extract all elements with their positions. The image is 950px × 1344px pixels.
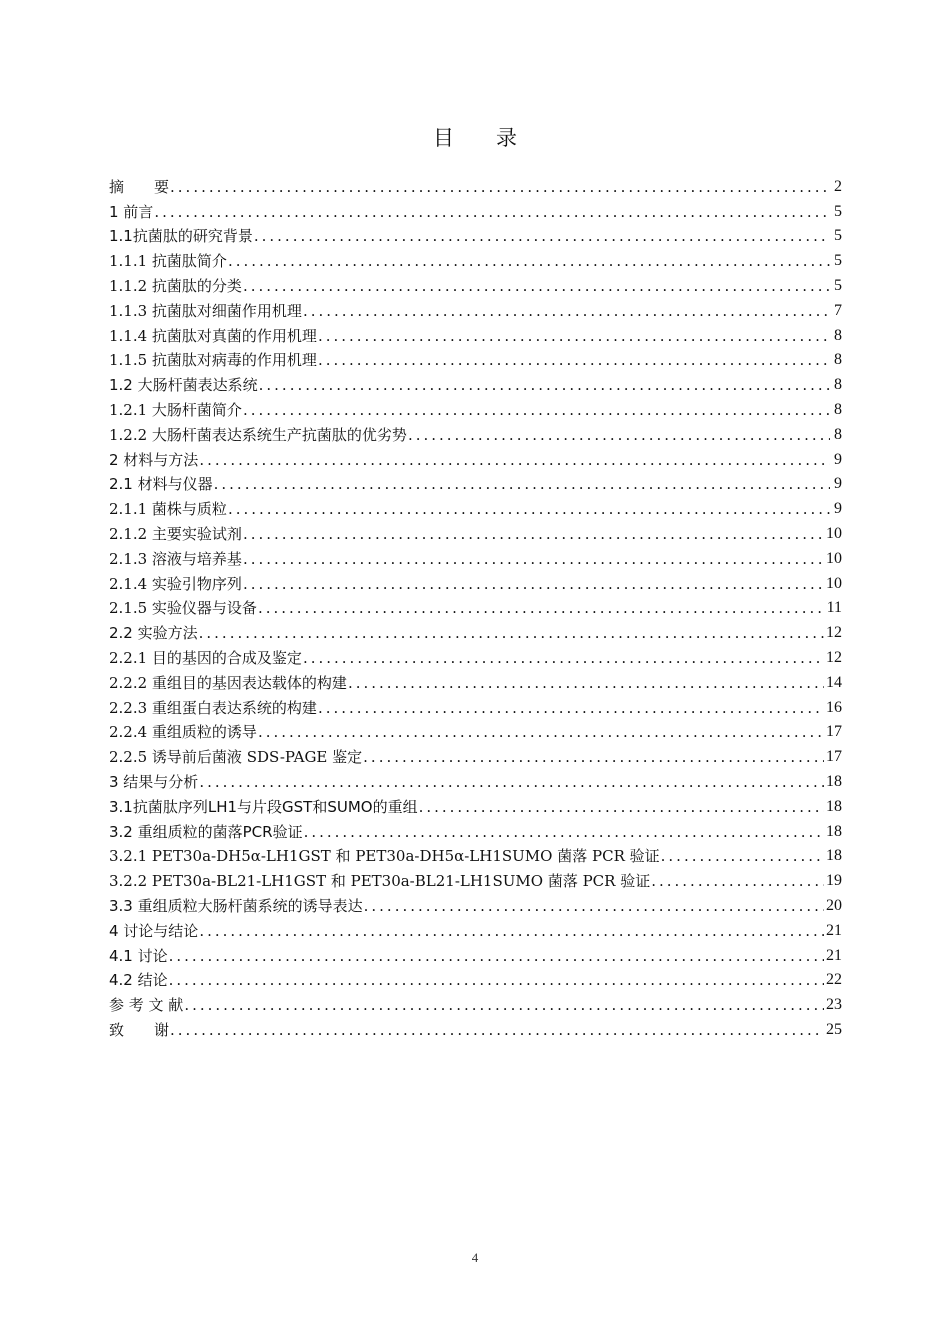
toc-entry-label: 2.1.5 实验仪器与设备 <box>109 599 257 618</box>
toc-entry-page: 21 <box>826 921 842 939</box>
toc-entry-label: 4.1 讨论 <box>109 946 168 965</box>
toc-entry-label: 2.2.5 诱导前后菌液 SDS-PAGE 鉴定 <box>109 748 363 767</box>
toc-entry[interactable] <box>109 420 842 445</box>
toc-entry[interactable] <box>109 916 842 941</box>
toc-dot-leader <box>303 301 830 321</box>
toc-entry[interactable] <box>109 742 842 767</box>
toc-entry-page: 10 <box>826 549 842 567</box>
toc-entry[interactable] <box>109 197 842 222</box>
toc-entry-label: 2.2.1 目的基因的合成及鉴定 <box>109 648 302 667</box>
toc-dot-leader <box>363 747 824 767</box>
page-number: 4 <box>471 1250 479 1265</box>
title-char-1: 目 <box>433 126 454 150</box>
title-char-2: 录 <box>496 126 517 150</box>
toc-entry[interactable] <box>109 842 842 867</box>
toc-entry[interactable] <box>109 569 842 594</box>
toc-entry-page: 9 <box>834 450 842 468</box>
toc-dot-leader <box>243 549 824 569</box>
toc-dot-leader <box>304 822 824 842</box>
toc-dot-leader <box>419 797 824 817</box>
toc-entry-page: 21 <box>826 946 842 964</box>
toc-dot-leader <box>318 350 830 370</box>
toc-entry-label: 致 谢 <box>109 1020 170 1039</box>
toc-entry-page: 10 <box>826 574 842 592</box>
toc-entry[interactable] <box>109 668 842 693</box>
toc-entry-page: 8 <box>834 326 842 344</box>
toc-entry-label: 1.2.1 大肠杆菌简介 <box>109 400 242 419</box>
toc-entry-page: 2 <box>834 177 842 195</box>
toc-dot-leader <box>199 450 830 470</box>
toc-entry-label: 参 考 文 献 <box>109 996 184 1015</box>
toc-entry-page: 5 <box>834 252 842 270</box>
toc-entry-page: 19 <box>826 872 842 890</box>
toc-entry[interactable] <box>109 792 842 817</box>
toc-dot-leader <box>243 574 824 594</box>
toc-dot-leader <box>258 722 824 742</box>
toc-entry-label: 1.1.1 抗菌肽简介 <box>109 252 227 271</box>
toc-entry[interactable] <box>109 445 842 470</box>
toc-dot-leader <box>243 524 824 544</box>
toc-entry-label: 3 结果与分析 <box>109 772 199 791</box>
toc-entry-page: 17 <box>826 723 842 741</box>
toc-dot-leader <box>408 425 830 445</box>
toc-dot-leader <box>199 921 824 941</box>
toc-dot-leader <box>661 846 824 866</box>
toc-entry[interactable] <box>109 470 842 495</box>
toc-entry-label: 4 讨论与结论 <box>109 921 199 940</box>
toc-entry-page: 8 <box>834 376 842 394</box>
toc-entry[interactable] <box>109 941 842 966</box>
toc-entry-label: 3.2.2 PET30a-BL21-LH1GST 和 PET30a-BL21-LH1SUMO 菌落 PCR 验证 <box>109 872 651 891</box>
toc-entry-page: 7 <box>834 301 842 319</box>
toc-entry[interactable] <box>109 990 842 1015</box>
toc-dot-leader <box>214 474 830 494</box>
toc-dot-leader <box>243 400 830 420</box>
toc-dot-leader <box>243 276 830 296</box>
toc-dot-leader <box>199 623 824 643</box>
toc-entry-page: 5 <box>834 227 842 245</box>
toc-dot-leader <box>170 177 830 197</box>
toc-entry-label: 2.1.3 溶液与培养基 <box>109 549 242 568</box>
toc-dot-leader <box>258 598 825 618</box>
toc-entry[interactable] <box>109 544 842 569</box>
toc-entry-page: 12 <box>826 648 842 666</box>
toc-entry[interactable] <box>109 172 842 197</box>
toc-entry-page: 12 <box>826 624 842 642</box>
toc-entry-label: 摘 要 <box>109 177 170 196</box>
toc-entry-page: 9 <box>834 500 842 518</box>
toc-entry[interactable] <box>109 1015 842 1040</box>
toc-entry-page: 5 <box>834 202 842 220</box>
toc-dot-leader <box>318 698 824 718</box>
toc-entry-page: 18 <box>826 822 842 840</box>
toc-entry-label: 2.2.2 重组目的基因表达载体的构建 <box>109 673 347 692</box>
toc-dot-leader <box>170 1020 824 1040</box>
toc-entry[interactable] <box>109 767 842 792</box>
toc-entry-label: 2.2.3 重组蛋白表达系统的构建 <box>109 698 317 717</box>
toc-entry[interactable] <box>109 891 842 916</box>
toc-dot-leader <box>348 673 824 693</box>
toc-entry-page: 18 <box>826 847 842 865</box>
toc-entry-page: 9 <box>834 475 842 493</box>
toc-entry[interactable] <box>109 866 842 891</box>
toc-dot-leader <box>254 226 830 246</box>
toc-entry[interactable] <box>109 296 842 321</box>
toc-entry-label: 2.1.4 实验引物序列 <box>109 574 242 593</box>
toc-entry[interactable] <box>109 817 842 842</box>
toc-dot-leader <box>318 326 830 346</box>
toc-entry-page: 22 <box>826 971 842 989</box>
toc-entry-page: 14 <box>826 673 842 691</box>
toc-entry-page: 23 <box>826 996 842 1014</box>
toc-entry-label: 2.2.4 重组质粒的诱导 <box>109 723 257 742</box>
toc-entry[interactable] <box>109 966 842 991</box>
toc-entry[interactable] <box>109 643 842 668</box>
toc-dot-leader <box>169 946 824 966</box>
toc-entry-label: 1.2.2 大肠杆菌表达系统生产抗菌肽的优劣势 <box>109 425 407 444</box>
toc-entry-label: 1.1.4 抗菌肽对真菌的作用机理 <box>109 326 317 345</box>
toc-entry[interactable] <box>109 395 842 420</box>
toc-entry[interactable] <box>109 246 842 271</box>
toc-entry[interactable] <box>109 271 842 296</box>
toc-dot-leader <box>199 772 824 792</box>
toc-entry-page: 18 <box>826 772 842 790</box>
toc-entry-page: 5 <box>834 276 842 294</box>
toc-entry-page: 10 <box>826 524 842 542</box>
toc-entry-label: 3.2 重组质粒的菌落PCR验证 <box>109 822 303 841</box>
toc-entry-page: 16 <box>826 698 842 716</box>
toc-dot-leader <box>154 202 830 222</box>
toc-entry-label: 2 材料与方法 <box>109 450 199 469</box>
toc-entry-label: 4.2 结论 <box>109 971 168 990</box>
toc-entry-page: 8 <box>834 351 842 369</box>
toc-entry[interactable] <box>109 594 842 619</box>
toc-entry-label: 2.1.1 菌株与质粒 <box>109 500 227 519</box>
toc-entry[interactable] <box>109 618 842 643</box>
toc-entry-page: 8 <box>834 425 842 443</box>
toc-entry-label: 3.3 重组质粒大肠杆菌系统的诱导表达 <box>109 896 363 915</box>
toc-dot-leader <box>169 970 824 990</box>
toc-dot-leader <box>303 648 824 668</box>
toc-entry[interactable] <box>109 494 842 519</box>
toc-entry[interactable] <box>109 321 842 346</box>
table-of-contents <box>109 172 842 1040</box>
toc-dot-leader <box>651 871 824 891</box>
toc-entry[interactable] <box>109 370 842 395</box>
toc-entry-label: 1.1.2 抗菌肽的分类 <box>109 276 242 295</box>
toc-entry-label: 1.1抗菌肽的研究背景 <box>109 227 253 246</box>
toc-entry-label: 1.1.3 抗菌肽对细菌作用机理 <box>109 301 302 320</box>
toc-entry[interactable] <box>109 718 842 743</box>
toc-entry-label: 2.1.2 主要实验试剂 <box>109 524 242 543</box>
toc-entry-page: 8 <box>834 400 842 418</box>
toc-entry-label: 3.1抗菌肽序列LH1与片段GST和SUMO的重组 <box>109 797 418 816</box>
toc-entry-page: 25 <box>826 1020 842 1038</box>
toc-entry-label: 1.2 大肠杆菌表达系统 <box>109 376 258 395</box>
toc-dot-leader <box>364 896 824 916</box>
toc-entry-page: 20 <box>826 896 842 914</box>
toc-dot-leader <box>184 995 824 1015</box>
toc-entry[interactable] <box>109 519 842 544</box>
toc-dot-leader <box>228 499 830 519</box>
toc-entry-page: 18 <box>826 797 842 815</box>
toc-entry-label: 2.1 材料与仪器 <box>109 475 213 494</box>
toc-entry-label: 1.1.5 抗菌肽对病毒的作用机理 <box>109 351 317 370</box>
toc-entry-page: 11 <box>826 599 842 617</box>
toc-dot-leader <box>228 251 830 271</box>
toc-entry-label: 3.2.1 PET30a-DH5α-LH1GST 和 PET30a-DH5α-LH1SUMO 菌落 PCR 验证 <box>109 847 660 866</box>
toc-entry[interactable] <box>109 222 842 247</box>
toc-entry[interactable] <box>109 693 842 718</box>
toc-entry-label: 2.2 实验方法 <box>109 624 198 643</box>
toc-dot-leader <box>259 375 830 395</box>
toc-entry-page: 17 <box>826 748 842 766</box>
toc-entry[interactable] <box>109 346 842 371</box>
toc-entry-label: 1 前言 <box>109 202 154 221</box>
page-title <box>0 122 950 152</box>
